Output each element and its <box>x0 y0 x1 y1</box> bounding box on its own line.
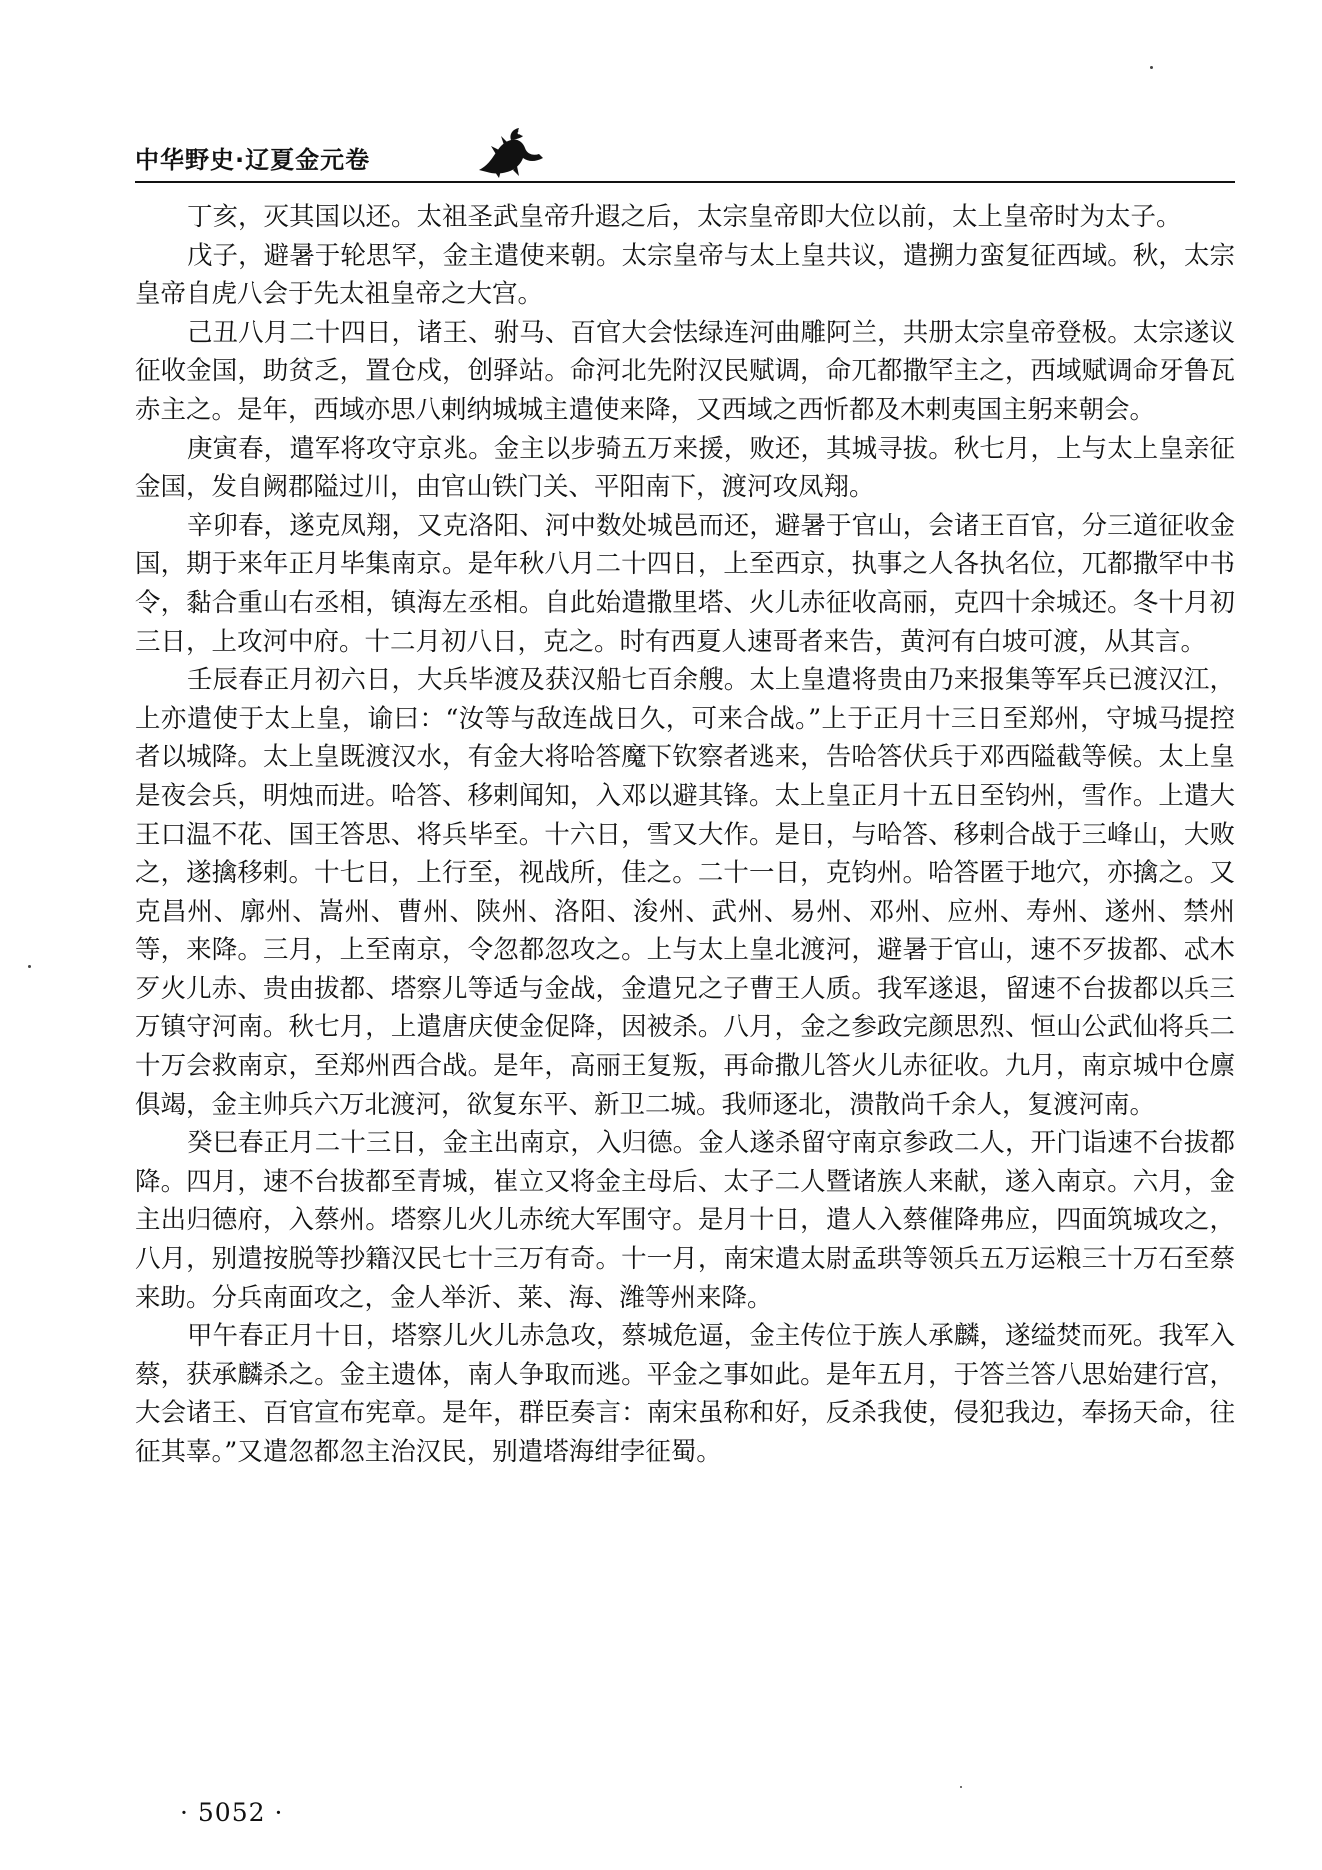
paragraph: 己丑八月二十四日，诸王、驸马、百官大会怯绿连河曲雕阿兰，共册太宗皇帝登极。太宗遂议征收金国，助贫乏，置仓戍，创驿站。命河北先附汉民赋调，命兀都撒罕主之，西域赋调命牙鲁瓦赤主之。是年，西域亦思八剌纳城城主遣使来降，又西域之西忻都及木剌夷国主躬来朝会。 <box>135 317 1235 425</box>
paragraph: 壬辰春正月初六日，大兵毕渡及获汉船七百余艘。太上皇遣将贵由乃来报集等军兵已渡汉江，上亦遣使于太上皇，谕曰：“汝等与敌连战日久，可来合战。”上于正月十三日至郑州，守城马提控者以城降。太上皇既渡汉水，有金大将哈答魔下钦察者逃来，告哈答伏兵于邓西隘截等候。太上皇是夜会兵，明烛而进。哈答、移剌闻知，入邓以避其锋。太上皇正月十五日至钧州，雪作。上遣大王口温不花、国王答思、将兵毕至。十六日，雪又大作。是日，与哈答、移剌合战于三峰山，大败之，遂擒移剌。十七日，上行至，视战所，佳之。二十一日，克钧州。哈答匿于地穴，亦擒之。又克昌州、廓州、嵩州、曹州、陕州、洛阳、浚州、武州、易州、邓州、应州、寿州、遂州、禁州等，来降。三月，上至南京，令忽都忽攻之。上与太上皇北渡河，避暑于官山，速不歹拔都、忒木歹火儿赤、贵由拔都、塔察儿等适与金战，金遣兄之子曹王人质。我军遂退，留速不台拔都以兵三万镇守河南。秋七月，上遣唐庆使金促降，因被杀。八月，金之参政完颜思烈、恒山公武仙将兵二十万会救南京，至郑州西合战。是年，高丽王复叛，再命撒儿答火儿赤征收。九月，南京城中仓廪俱竭，金主帅兵六万北渡河，欲复东平、新卫二城。我师逐北，溃散尚千余人，复渡河南。 <box>135 665 1235 1120</box>
paragraph: 庚寅春，遣军将攻守京兆。金主以步骑五万来援，败还，其城寻拔。秋七月，上与太上皇亲征金国，发自阙郡隘过川，由官山铁门关、平阳南下，渡河攻凤翔。 <box>135 433 1235 503</box>
running-header <box>135 126 1235 180</box>
running-title: 中华野史·辽夏金元卷 <box>135 146 371 174</box>
paragraph: 甲午春正月十日，塔察儿火儿赤急攻，蔡城危逼，金主传位于族人承麟，遂缢焚而死。我军入蔡，获承麟杀之。金主遗体，南人争取而逃。平金之事如此。是年五月，于答兰答八思始建行宫，大会诸王、百官宣布宪章。是年，群臣奏言：南宋虽称和好，反杀我使，侵犯我边，奉扬天命，往征其辜。”又遣忽都忽主治汉民，别遣塔海绀孛征蜀。 <box>135 1321 1235 1467</box>
page-number: · 5052 · <box>180 1798 284 1827</box>
paragraph: 戊子，避暑于轮思罕，金主遣使来朝。太宗皇帝与太上皇共议，遣搠力蛮复征西域。秋，太宗皇帝自虎八会于先太祖皇帝之大宫。 <box>135 240 1235 310</box>
body-text <box>135 198 1235 1472</box>
scan-speck <box>960 1786 962 1788</box>
scan-speck <box>1150 66 1153 69</box>
paragraph: 辛卯春，遂克凤翔，又克洛阳、河中数处城邑而还，避暑于官山，会诸王百官，分三道征收金国，期于来年正月毕集南京。是年秋八月二十四日，上至西京，执事之人各执名位，兀都撒罕中书令，黏合重山右丞相，镇海左丞相。自此始遣撒里塔、火儿赤征收高丽，克四十余城还。冬十月初三日，上攻河中府。十二月初八日，克之。时有西夏人速哥者来告，黄河有白坡可渡，从其言。 <box>135 510 1235 657</box>
paragraph: 丁亥，灭其国以还。太祖圣武皇帝升遐之后，太宗皇帝即大位以前，太上皇帝时为太子。 <box>187 202 1182 232</box>
dragon-emblem-icon <box>473 126 547 178</box>
scan-speck <box>28 965 31 968</box>
header-rule <box>135 181 1235 183</box>
paragraph: 癸巳春正月二十三日，金主出南京，入归德。金人遂杀留守南京参政二人，开门诣速不台拔都降。四月，速不台拔都至青城，崔立又将金主母后、太子二人暨诸族人来献，遂入南京。六月，金主出归德府，入蔡州。塔察儿火儿赤统大军围守。是月十日，遣人入蔡催降弗应，四面筑城攻之，八月，别遣按脱等抄籍汉民七十三万有奇。十一月，南宋遣太尉孟珙等领兵五万运粮三十万石至蔡来助。分兵南面攻之，金人举沂、莱、海、潍等州来降。 <box>135 1128 1235 1313</box>
